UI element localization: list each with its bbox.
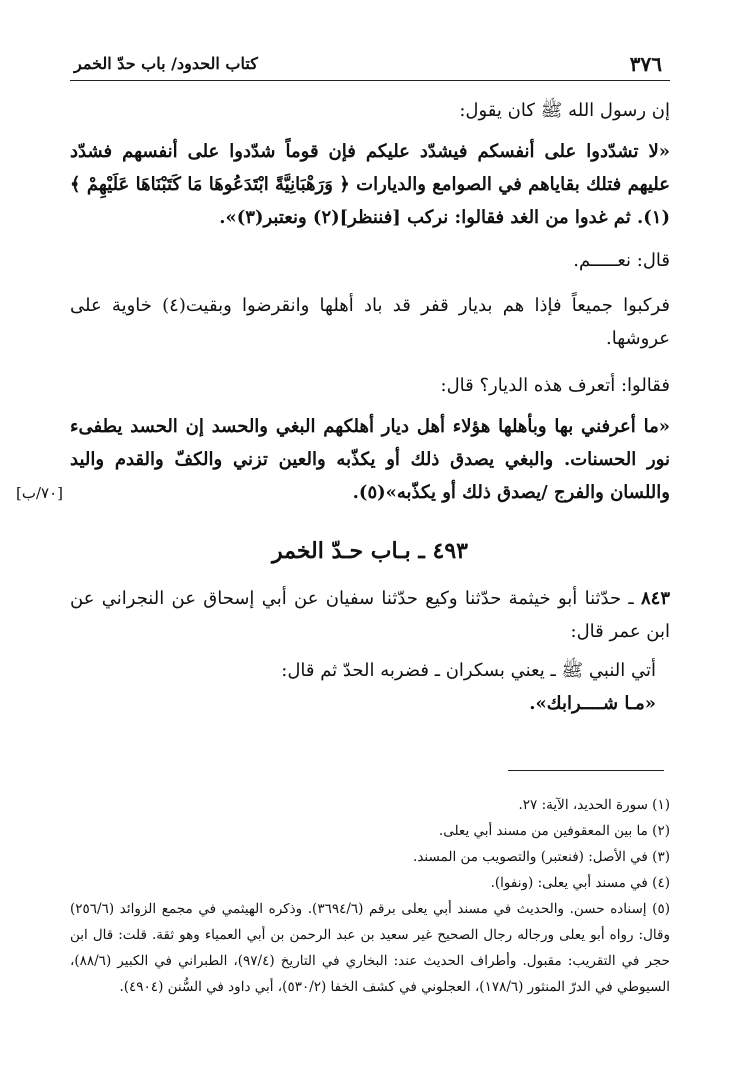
paragraph-hadith-quote: «لا تشدّدوا على أنفسكم فيشدّد عليكم فإن قوماً شدّدوا على أنفسهم فشدّد عليهم فتلك بقاياهم في الصوامع والديارات ﴿ وَرَهْبَانِيَّةً ابْتَدَعُوهَا مَا كَتَبْنَاهَا عَلَيْهِمْ ﴾(١). ثم غدوا من الغد فقالوا: نركب [فننظر](٢) ونعتبر(٣)». <box>70 141 670 228</box>
hadith-number: ٨٤٣ <box>640 588 670 609</box>
paragraph-reply: قال: نعـــــم. <box>573 250 670 271</box>
main-text <box>70 94 670 720</box>
page-header <box>70 50 670 81</box>
paragraph-intro: إن رسول الله ﷺ كان يقول: <box>459 100 670 121</box>
footnote: (٤) في مسند أبي يعلى: (ونفوا). <box>490 875 670 891</box>
section-heading: ٤٩٣ ـ بـاب حـدّ الخمر <box>272 538 468 564</box>
footnotes <box>70 792 670 1000</box>
running-title: كتاب الحدود/ باب حدّ الخمر <box>74 54 258 73</box>
hadith-chain <box>70 582 670 648</box>
manuscript-folio-reference: [٧٠/ب] <box>16 484 64 502</box>
footnote: (٣) في الأصل: (فنعتبر) والتصويب من المسند. <box>413 849 670 865</box>
paragraph-answer-quote: «ما أعرفني بها وبأهلها هؤلاء أهل ديار أهلكهم البغي والحسد إن الحسد يطفىء نور الحسنات. والبغي يصدق ذلك أو يكذّبه والعين تزني والكفّ والقدم واليد واللسان والفرج /يصدق ذلك أو يكذّبه»(٥). <box>70 416 670 503</box>
hadith-chain-text: ـ حدّثنا أبو خيثمة حدّثنا وكيع حدّثنا سفيان عن أبي إسحاق عن النجراني عن ابن عمر قال: <box>70 588 670 642</box>
paragraph-hadith-event: أتي النبي ﷺ ـ يعني بسكران ـ فضربه الحدّ ثم قال: <box>281 660 656 681</box>
footnote: (٢) ما بين المعقوفين من مسند أبي يعلى. <box>438 823 670 839</box>
paragraph-narration: فركبوا جميعاً فإذا هم بديار قفر قد باد أهلها وانقرضوا وبقيت(٤) خاوية على عروشها. <box>70 295 670 349</box>
footnote-divider <box>508 770 664 771</box>
paragraph-hadith-quote-2: «مـا شــــرابك». <box>529 693 656 714</box>
footnote: (٥) إسناده حسن. والحديث في مسند أبي يعلى برقم (٣٦٩٤/٦). وذكره الهيثمي في مجمع الزوائد (٢٥٦/٦) وقال: رواه أبو يعلى ورجاله رجال الصحيح غير سعيد بن عبد الرحمن بن أبي العمياء وهو ثقة. قلت: قال ابن حجر في التقريب: مقبول. وأطراف الحديث عند: البخاري في التاريخ (٩٧/٤)، الطبراني في الكبير (٨٨/٦)، السيوطي في الدرّ المنثور (١٧٨/٦)، العجلوني في كشف الخفا (٥٣٠/٢)، أبي داود في السُّنن (٤٩٠٤). <box>70 901 670 995</box>
footnote: (١) سورة الحديد، الآية: ٢٧. <box>518 797 670 813</box>
page-number: ٣٧٦ <box>629 52 662 76</box>
paragraph-question: فقالوا: أتعرف هذه الديار؟ قال: <box>440 375 670 396</box>
